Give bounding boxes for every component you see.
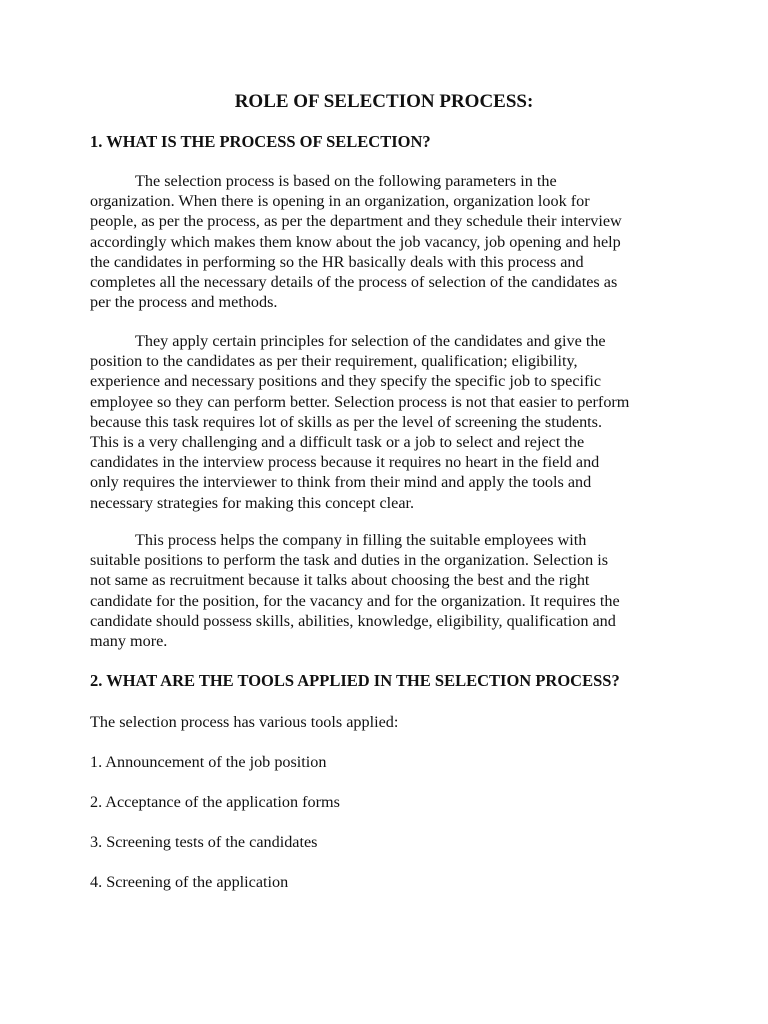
- list-item: 3. Screening tests of the candidates: [90, 833, 318, 851]
- list-item: 2. Acceptance of the application forms: [90, 793, 340, 811]
- paragraph-line: the candidates in performing so the HR basically deals with this process and: [90, 252, 584, 271]
- paragraph-line: candidates in the interview process because it requires no heart in the field and: [90, 453, 600, 472]
- paragraph-line: employee so they can perform better. Selection process is not that easier to perform: [90, 392, 630, 411]
- paragraph-line: organization. When there is opening in an organization, organization look for: [90, 192, 590, 211]
- list-item: 1. Announcement of the job position: [90, 753, 327, 771]
- section-1-paragraph-1: [90, 171, 690, 312]
- section-1-paragraph-2: [90, 331, 690, 513]
- paragraph-line: They apply certain principles for selection of the candidates and give the: [135, 332, 606, 350]
- paragraph-line: This is a very challenging and a difficult task or a job to select and reject the: [90, 432, 585, 451]
- section-1-heading: 1. WHAT IS THE PROCESS OF SELECTION?: [90, 132, 431, 151]
- paragraph-line: only requires the interviewer to think from their mind and apply the tools and: [90, 473, 592, 492]
- document-title: ROLE OF SELECTION PROCESS:: [234, 91, 534, 112]
- paragraph-line: candidate for the position, for the vacancy and for the organization. It requires the: [90, 591, 620, 610]
- paragraph-line: suitable positions to perform the task and duties in the organization. Selection is: [90, 551, 609, 570]
- paragraph-line: candidate should possess skills, abilities, knowledge, eligibility, qualification and: [90, 611, 616, 630]
- paragraph-line: per the process and methods.: [90, 293, 278, 312]
- paragraph-line: experience and necessary positions and they specify the specific job to specific: [90, 372, 602, 391]
- paragraph-line: accordingly which makes them know about the job vacancy, job opening and help: [90, 232, 621, 251]
- section-2-intro: The selection process has various tools applied:: [90, 713, 399, 731]
- paragraph-line: This process helps the company in filling the suitable employees with: [135, 531, 587, 549]
- paragraph-line: people, as per the process, as per the department and they schedule their interview: [90, 212, 622, 231]
- paragraph-line: position to the candidates as per their requirement, qualification; eligibility,: [90, 352, 578, 371]
- section-1-paragraph-3: [90, 530, 690, 651]
- list-item: 4. Screening of the application: [90, 873, 289, 891]
- paragraph-line: not same as recruitment because it talks about choosing the best and the right: [90, 571, 590, 590]
- paragraph-line: completes all the necessary details of the process of selection of the candidates as: [90, 272, 618, 291]
- paragraph-line: because this task requires lot of skills as per the level of screening the students.: [90, 412, 603, 431]
- section-2-heading: 2. WHAT ARE THE TOOLS APPLIED IN THE SELECTION PROCESS?: [90, 671, 620, 690]
- paragraph-line: The selection process is based on the following parameters in the: [135, 172, 557, 190]
- paragraph-line: many more.: [90, 631, 168, 650]
- paragraph-line: necessary strategies for making this concept clear.: [90, 493, 415, 512]
